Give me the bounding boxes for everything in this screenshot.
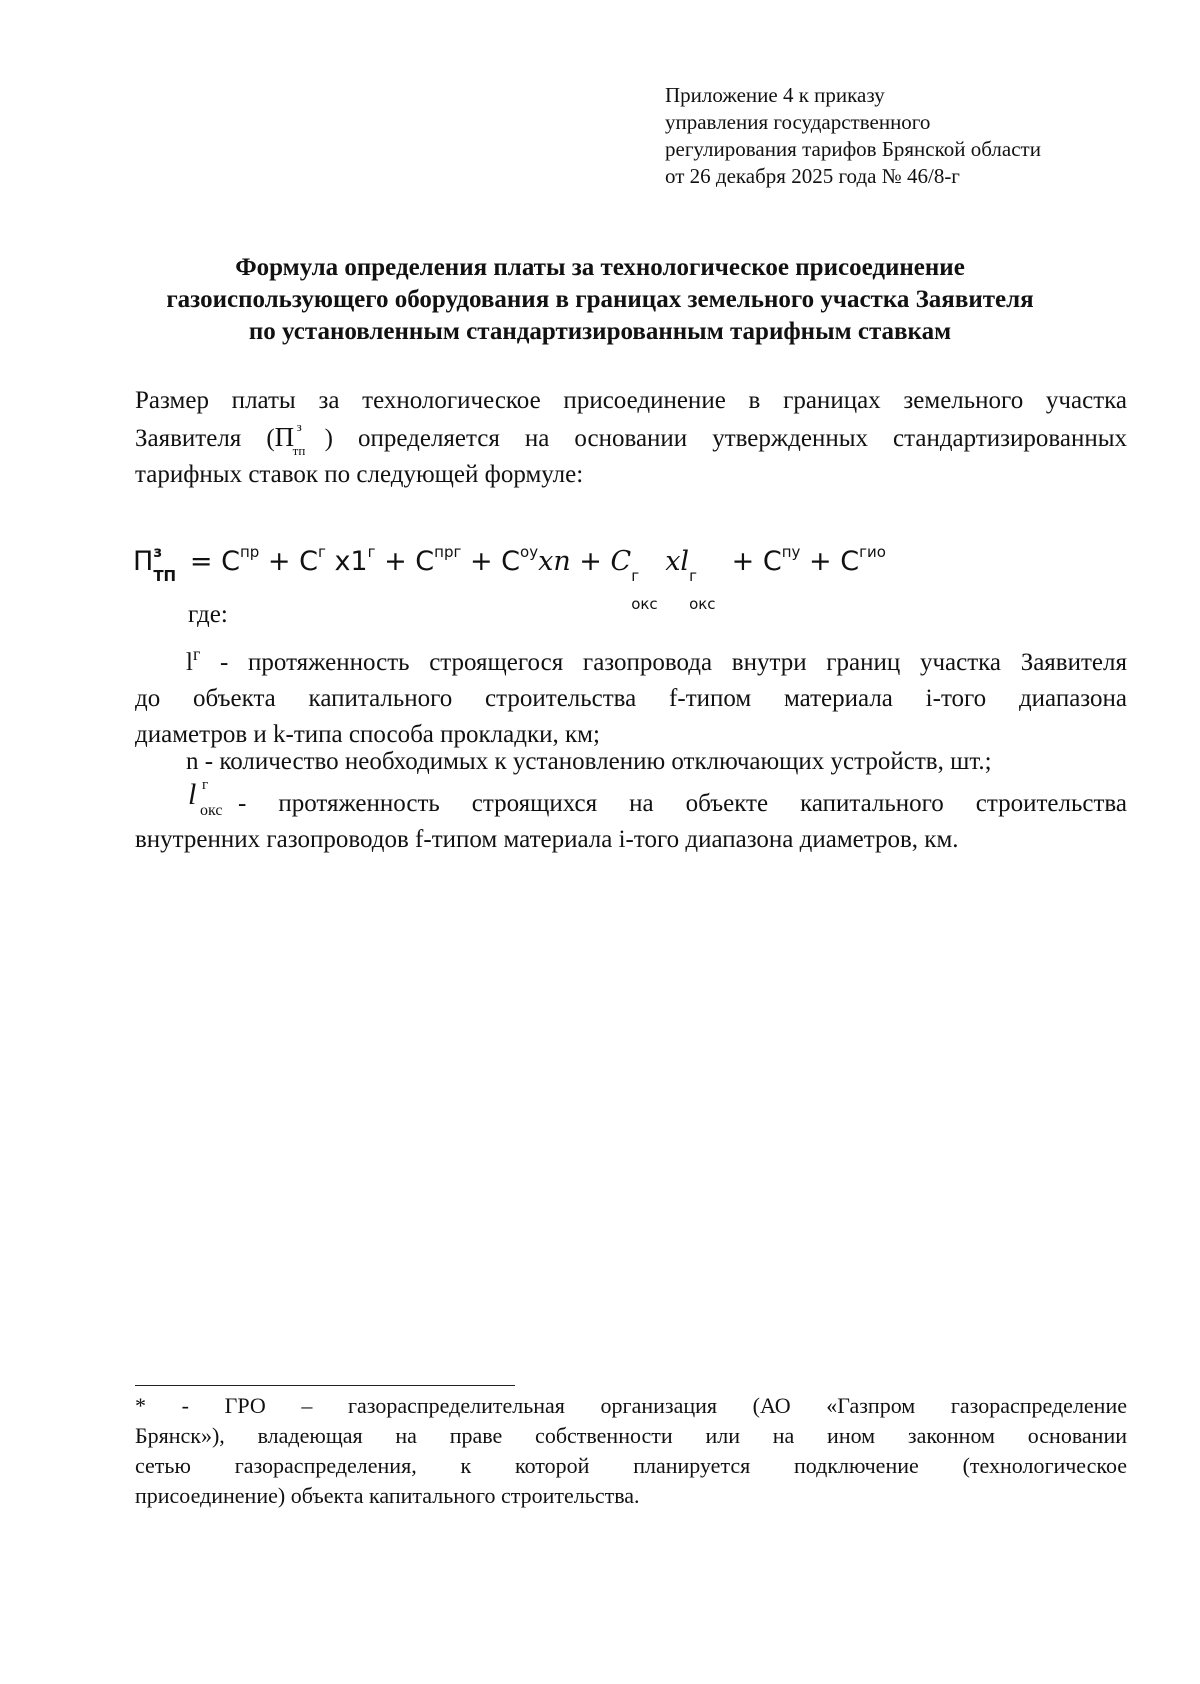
footnote-line-1: * - ГРО – газораспределительная организация (АО «Газпром газораспределение: [135, 1393, 1127, 1418]
intro-line-2: [135, 419, 1127, 457]
footnote-line-3: сетью газораспределения, к которой планируется подключение (технологическое: [135, 1453, 1127, 1478]
footnote: [135, 1391, 1127, 1511]
intro-line-1: Размер платы за технологическое присоединение в границах земельного участка: [135, 387, 1127, 414]
definition-l-g-line-1: $l^г$ - протяженность строящегося газопровода внутри границ участка Заявителя: [186, 644, 1127, 676]
footnote-line-2: Брянск»), владеющая на праве собственности или на ином законном основании: [135, 1423, 1127, 1448]
definition-l-oks: [135, 777, 1127, 858]
intro-line-2-before: Заявителя (: [135, 425, 275, 452]
tariff-formula: П з ТП = $С^{пр} + С^г$ $x1^г + С^{прг} + С^{оу}xn + С$ г окс xl г окс + $С^{пу} + С^{гио}$: [133, 543, 886, 613]
definition-n: [135, 744, 1127, 780]
definition-l-g: [135, 636, 1127, 753]
definition-l-oks-line-1: l г окс - протяженность строящихся на объекте капитального строительства: [188, 777, 1127, 819]
intro-line-2-after: ) определяется на основании утвержденных стандартизированных: [324, 425, 1128, 452]
annex-line-1: Приложение 4 к приказу: [665, 83, 885, 107]
definition-n-line: n - количество необходимых к установлению отключающих устройств, шт.;: [186, 748, 992, 775]
definition-l-g-line-3: диаметров и k-типа способа прокладки, км;: [135, 721, 600, 748]
document-title: [100, 252, 1100, 348]
annex-line-4: от 26 декабря 2025 года № 46/8-г: [665, 164, 960, 188]
title-line-2: газоиспользующего оборудования в границах земельного участка Заявителя: [166, 286, 1034, 313]
annex-header: [665, 82, 1145, 190]
intro-paragraph: [135, 383, 1127, 493]
definition-l-g-line-2: до объекта капитального строительства f-типом материала i-того диапазона: [135, 685, 1127, 712]
symbol-l-oks: l г окс: [188, 777, 223, 819]
definition-l-oks-line-2: внутренних газопроводов f-типом материала i-того диапазона диаметров, км.: [135, 826, 959, 853]
title-line-1: Формула определения платы за технологическое присоединение: [235, 254, 965, 281]
title-line-3: по установленным стандартизированным тарифным ставкам: [248, 318, 952, 345]
footnote-divider: [135, 1385, 515, 1386]
annex-line-2: управления государственного: [665, 110, 931, 134]
annex-line-3: регулирования тарифов Брянской области: [665, 137, 1041, 161]
where-label: где:: [188, 601, 228, 628]
footnote-line-4: присоединение) объекта капитального строительства.: [135, 1483, 640, 1508]
intro-line-3: тарифных ставок по следующей формуле:: [135, 461, 584, 488]
symbol-p-tp: П з тп: [274, 419, 306, 458]
